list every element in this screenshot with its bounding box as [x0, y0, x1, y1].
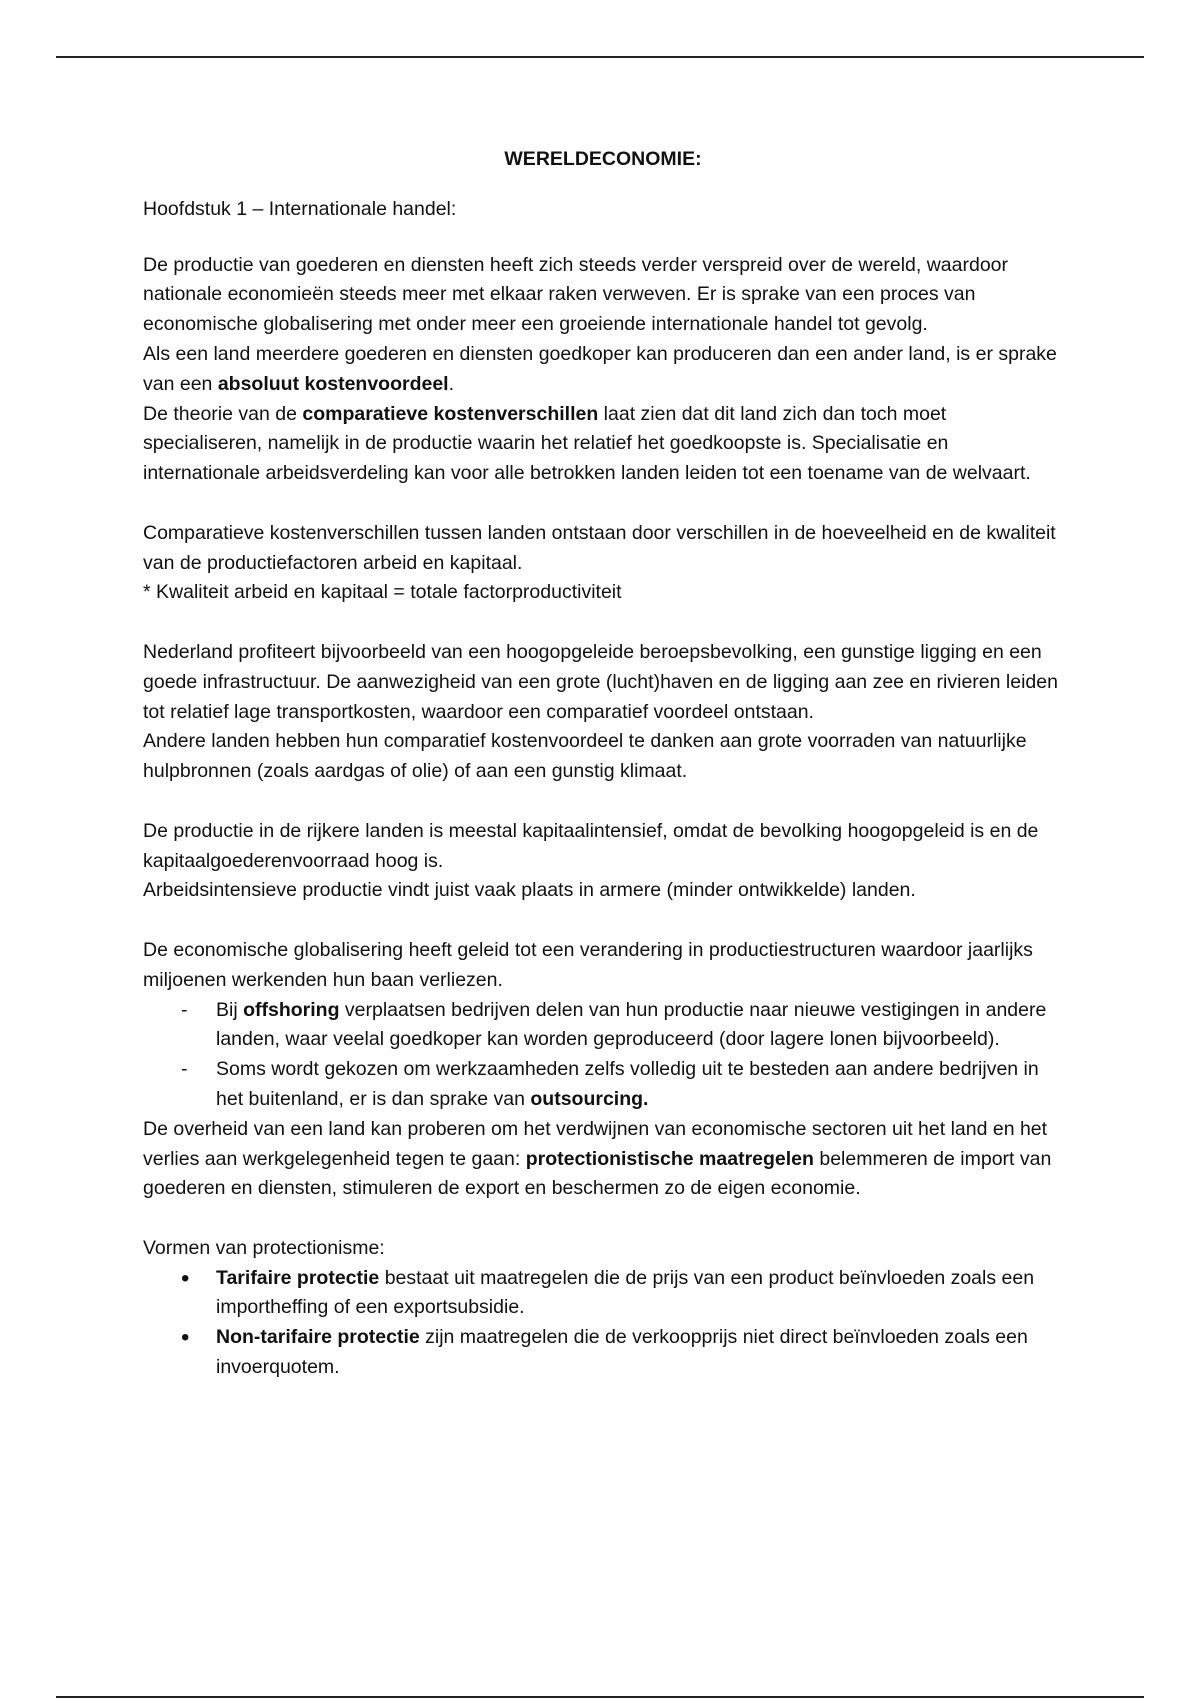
document-body — [143, 145, 1063, 1383]
header-rule — [56, 56, 1144, 58]
document-title: WERELDECONOMIE: — [504, 148, 702, 170]
text-run: zijn maatregelen die de verkoopprijs niet direct beïnvloeden zoals een invoerquotem. — [216, 1326, 1028, 1379]
chapter-heading: Hoofdstuk 1 – Internationale handel: — [143, 197, 457, 220]
paragraph-other-countries: Andere landen hebben hun comparatief kostenvoordeel te danken aan grote voorraden van natuurlijke hulpbronnen (zoals aardgas of olie) of aan een gunstig klimaat. — [143, 730, 1027, 783]
paragraph-comparative-causes: Comparatieve kostenverschillen tussen landen ontstaan door verschillen in de hoeveelheid en de kwaliteit van de productiefactoren arbeid en kapitaal. — [143, 521, 1056, 574]
list-item — [143, 996, 1063, 1056]
bullet-marker — [181, 1264, 201, 1296]
term-outsourcing: outsourcing. — [530, 1087, 649, 1110]
text-run: laat zien dat dit land zich dan toch moet specialiseren, namelijk in de productie waarin het relatief het goedkoopste is. Specialisatie en internationale arbeidsverdeling kan voor alle betrokken landen leiden tot een toename van de welvaart. — [143, 402, 1031, 485]
term-comparatieve-kostenverschillen: comparatieve kostenverschillen — [302, 402, 599, 425]
paragraph-production-structures: De economische globalisering heeft geleid tot een verandering in productiestructuren waardoor jaarlijks miljoenen werkenden hun baan verliezen. — [143, 938, 1033, 991]
bullet-list — [143, 1264, 1063, 1383]
text-run: bestaat uit maatregelen die de prijs van een product beïnvloeden zoals een importheffing of een exportsubsidie. — [216, 1266, 1035, 1319]
paragraph-protectionism — [143, 1115, 1063, 1204]
text-run: . — [448, 372, 455, 395]
paragraph-factor-productivity-note: * Kwaliteit arbeid en kapitaal = totale factorproductiviteit — [143, 581, 622, 604]
paragraph-globalisation: De productie van goederen en diensten heeft zich steeds verder verspreid over de wereld, waardoor nationale economieën steeds meer met elkaar raken verweven. Er is sprake van een proces van economische globalisering met onder meer een groeiende internationale handel tot gevolg. — [143, 253, 1009, 336]
text-run: Bij — [216, 998, 244, 1021]
list-item — [143, 1055, 1063, 1115]
dash-list — [143, 996, 1063, 1115]
term-absoluut-kostenvoordeel: absoluut kostenvoordeel — [217, 372, 449, 395]
text-run: De overheid van een land kan proberen om het verdwijnen van economische sectoren uit het land en het verlies aan werkgelegenheid tegen te gaan: — [143, 1117, 1048, 1170]
term-protectionistische-maatregelen: protectionistische maatregelen — [525, 1147, 814, 1170]
paragraph-capital-intensive: De productie in de rijkere landen is meestal kapitaalintensief, omdat de bevolking hoogopgeleid is en de kapitaalgoederenvoorraad hoog is. — [143, 819, 1039, 872]
term-non-tarifaire-protectie: Non-tarifaire protectie — [216, 1326, 420, 1349]
text-run: Als een land meerdere goederen en diensten goedkoper kan produceren dan een ander land, is er sprake van een — [143, 342, 1057, 395]
text-run: verplaatsen bedrijven delen van hun productie naar nieuwe vestigingen in andere landen, waar veelal goedkoper kan worden geproduceerd (door lagere lonen bijvoorbeeld). — [216, 998, 1047, 1051]
paragraph-absolute-advantage — [143, 340, 1063, 400]
text-run: Soms wordt gekozen om werkzaamheden zelfs volledig uit te besteden aan andere bedrijven in het buitenland, er is dan sprake van — [216, 1058, 1039, 1110]
paragraph-forms-heading: Vormen van protectionisme: — [143, 1236, 385, 1259]
list-item — [143, 1323, 1063, 1383]
term-tarifaire-protectie: Tarifaire protectie — [216, 1266, 380, 1289]
paragraph-labour-intensive: Arbeidsintensieve productie vindt juist vaak plaats in armere (minder ontwikkelde) landen. — [143, 879, 916, 902]
bullet-marker — [181, 1323, 201, 1355]
text-run: De theorie van de — [143, 402, 303, 425]
footer-rule — [56, 1696, 1144, 1698]
paragraph-netherlands-example: Nederland profiteert bijvoorbeeld van een hoogopgeleide beroepsbevolking, een gunstige ligging en een goede infrastructuur. De aanwezigheid van een grote (lucht)haven en de ligging aan zee en rivieren leiden tot relatief lage transportkosten, waardoor een comparatief voordeel ontstaan. — [143, 640, 1058, 723]
term-offshoring: offshoring — [243, 998, 340, 1021]
dash-marker — [181, 996, 201, 1026]
dash-marker — [181, 1055, 201, 1085]
paragraph-comparative-theory — [143, 400, 1063, 489]
list-item — [143, 1264, 1063, 1324]
text-run: belemmeren de import van goederen en diensten, stimuleren de export en beschermen zo de eigen economie. — [143, 1147, 1052, 1200]
